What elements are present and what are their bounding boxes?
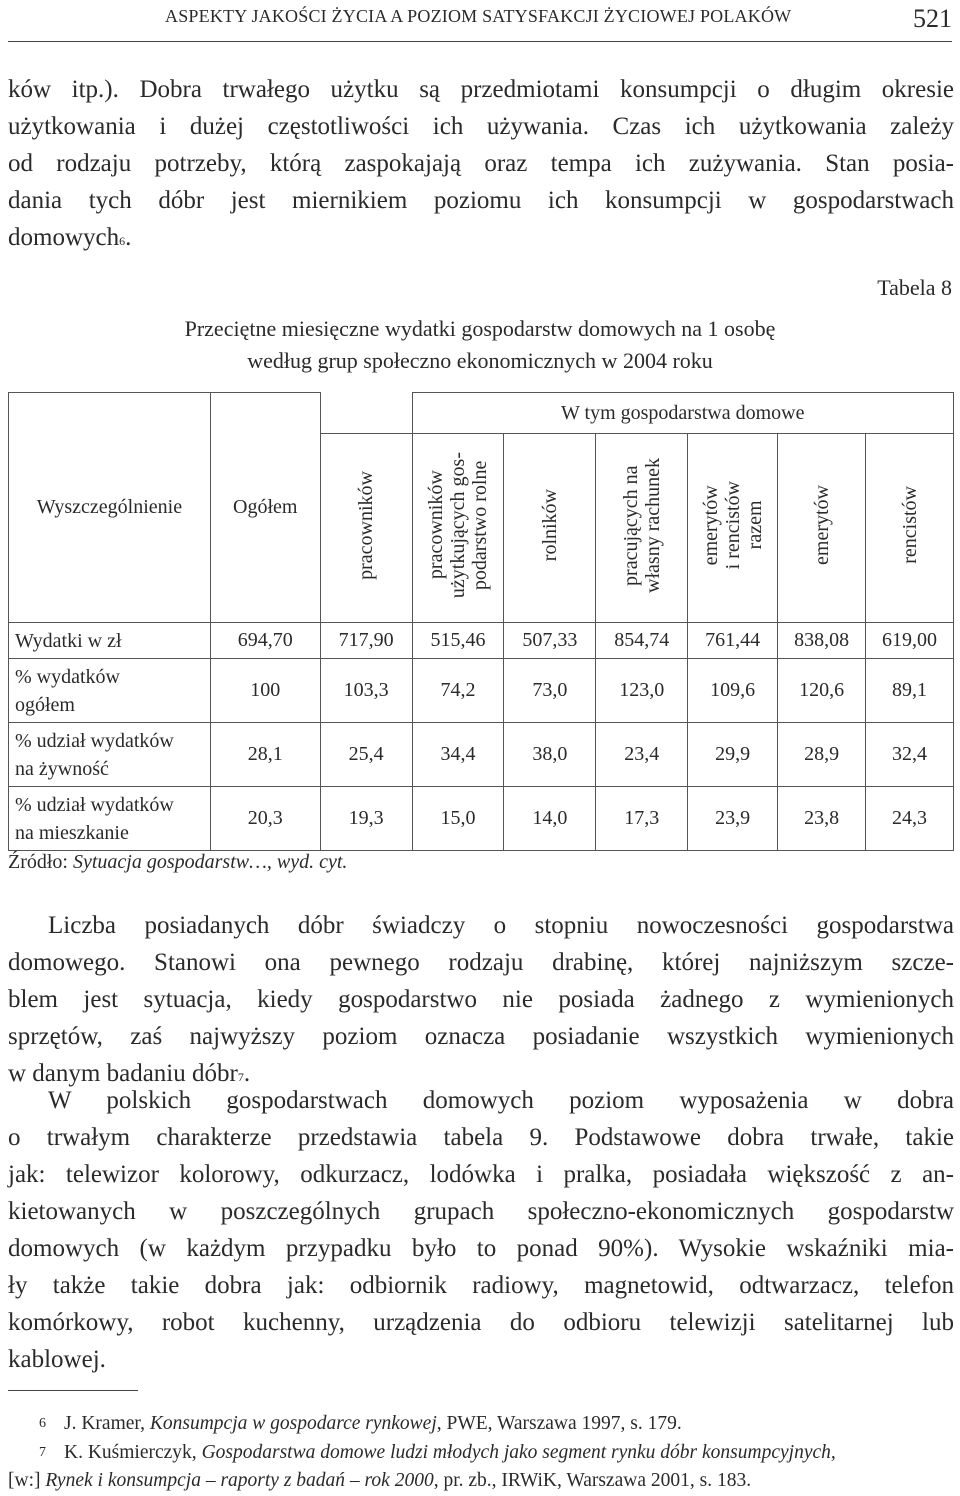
footnote-7-author: K. Kuśmierczyk,	[64, 1442, 202, 1463]
header-wyszczegolnienie: Wyszczególnienie	[9, 393, 211, 623]
footnote-7-title: Gospodarstwa domowe ludzi młodych jako segment rynku dóbr konsumpcyjnych,	[201, 1442, 836, 1463]
paragraph-2-line: sprzętów, zaś najwyższy poziom oznacza posiadanie wszystkich wymienionych	[8, 1023, 954, 1050]
table-cell: 23,8	[778, 787, 866, 851]
paragraph-3-line: ły także takie dobra jak: odbiornik radiowy, magnetowid, odtwarzacz, telefon	[8, 1272, 954, 1299]
footnote-6-details: , PWE, Warszawa 1997, s. 179.	[436, 1413, 682, 1434]
table-cell: 73,0	[504, 659, 596, 723]
paragraph-3-line: o trwałym charakterze przedstawia tabela 9. Podstawowe dobra trwałe, takie	[8, 1124, 954, 1151]
footnote-7-continuation	[8, 1467, 954, 1495]
table-cell: 619,00	[866, 623, 954, 659]
paragraph-3-line: komórkowy, robot kuchenny, urządzenia do odbioru telewizji satelitarnej lub	[8, 1309, 954, 1336]
vertical-header-text	[539, 489, 561, 561]
paragraph-2-line: blem jest sytuacja, kiedy gospodarstwo nie posiada żadnego z wymienionych	[8, 986, 954, 1013]
paragraph-3-line: jak: telewizor kolorowy, odkurzacz, lodówka i pralka, posiadała większość z an-	[8, 1161, 954, 1188]
vertical-header-line: pracujących na	[619, 464, 642, 586]
vertical-header-line: i rencistów	[721, 480, 744, 570]
paragraph-2-line: domowego. Stanowi ona pewnego rodzaju drabinę, której najniższym szcze-	[8, 949, 954, 976]
vertical-header-4	[688, 434, 778, 623]
footnote-7-number: 7	[39, 1445, 46, 1460]
table-cell: 24,3	[866, 787, 954, 851]
paragraph-2-last-text: w danym badaniu dóbr	[8, 1060, 238, 1087]
footnote-6-title: Konsumpcja w gospodarce rynkowej	[149, 1413, 437, 1434]
table-cell: 23,9	[688, 787, 778, 851]
footnote-6	[8, 1410, 954, 1438]
table-body	[9, 623, 954, 851]
paragraph-1-period: .	[125, 224, 132, 251]
table-caption-line-1: Przeciętne miesięczne wydatki gospodarstw domowych na 1 osobę	[184, 316, 776, 341]
table-cell: 74,2	[412, 659, 504, 723]
paragraph-1-last-text: domowych	[8, 224, 120, 251]
row-label-line: % udział wydatków	[15, 729, 174, 752]
paragraph-2-period: .	[243, 1060, 251, 1087]
table-cell: 29,9	[688, 723, 778, 787]
paragraph-3-last-line: kablowej.	[8, 1346, 106, 1373]
paragraph-1-line: ków itp.). Dobra trwałego użytku są przedmiotami konsumpcji o długim okresie	[8, 76, 954, 103]
source-prefix: Źródło:	[8, 851, 73, 873]
paragraph-3	[8, 1082, 954, 1378]
row-label	[9, 787, 211, 851]
vertical-header-6	[866, 434, 954, 623]
vertical-header-text	[811, 485, 833, 565]
table-cell: 89,1	[866, 659, 954, 723]
footnote-rule	[8, 1390, 138, 1391]
vertical-header-line: rolników	[538, 488, 561, 562]
header-rule	[8, 41, 952, 42]
vertical-header-text	[620, 458, 664, 593]
table-cell: 23,4	[596, 723, 688, 787]
paragraph-1	[8, 71, 954, 256]
table-cell: 38,0	[504, 723, 596, 787]
table-cell: 34,4	[412, 723, 504, 787]
footnote-7-source-title: Rynek i konsumpcja – raporty z badań – rok 2000	[45, 1470, 434, 1491]
table-cell: 100	[210, 659, 320, 723]
vertical-header-text	[700, 481, 766, 569]
table-cell: 838,08	[778, 623, 866, 659]
row-label	[9, 623, 211, 659]
paragraph-2-line: Liczba posiadanych dóbr świadczy o stopniu nowoczesności gospodarstwa	[48, 912, 954, 939]
row-label-line: na żywność	[15, 757, 109, 780]
paragraph-3-line: domowych (w każdym przypadku było to ponad 90%). Wysokie wskaźniki mia-	[8, 1235, 954, 1262]
table-cell: 17,3	[596, 787, 688, 851]
table-cell: 25,4	[320, 723, 412, 787]
vertical-header-text	[355, 471, 377, 580]
expenses-table	[8, 392, 954, 851]
paragraph-1-line: od rodzaju potrzeby, którą zaspokajają oraz tempa ich zużywania. Stan posia-	[8, 150, 954, 177]
table-caption	[0, 313, 960, 377]
paragraph-2	[8, 907, 954, 1092]
source-citation: Sytuacja gospodarstw…, wyd. cyt.	[73, 851, 348, 873]
vertical-header-text	[425, 452, 491, 598]
table-cell: 109,6	[688, 659, 778, 723]
vertical-header-3	[596, 434, 688, 623]
table-cell: 717,90	[320, 623, 412, 659]
table-row	[9, 659, 954, 723]
vertical-header-line: rencistów	[898, 486, 921, 564]
page-number: 521	[913, 4, 952, 33]
vertical-header-line: emerytów	[699, 485, 722, 565]
row-label-line: na mieszkanie	[15, 821, 129, 844]
table-cell: 20,3	[210, 787, 320, 851]
row-label	[9, 723, 211, 787]
table-cell: 103,3	[320, 659, 412, 723]
table-cell: 515,46	[412, 623, 504, 659]
running-title: ASPEKTY JAKOŚCI ŻYCIA A POZIOM SATYSFAKCJI ŻYCIOWEJ POLAKÓW	[165, 6, 792, 26]
table-cell: 28,1	[210, 723, 320, 787]
vertical-header-text	[899, 486, 921, 564]
table-caption-line-2: według grup społeczno ekonomicznych w 2004 roku	[247, 348, 713, 373]
table-row	[9, 623, 954, 659]
table-source	[8, 851, 347, 874]
table-row	[9, 723, 954, 787]
table-number-label: Tabela 8	[877, 275, 952, 300]
vertical-header-line: razem	[743, 500, 766, 550]
footnote-7-prefix: [w:]	[8, 1470, 46, 1491]
header-group: W tym gospodarstwa domowe	[412, 393, 953, 434]
table-cell: 15,0	[412, 787, 504, 851]
footnote-ref-7: 7	[237, 1070, 244, 1084]
table-cell: 854,74	[596, 623, 688, 659]
vertical-header-line: pracowników	[355, 470, 378, 580]
table-cell: 694,70	[210, 623, 320, 659]
row-label-line: ogółem	[15, 693, 75, 716]
paragraph-3-line: kietowanych w poszczególnych grupach społeczno-ekonomicznych gospodarstw	[8, 1198, 954, 1225]
vertical-header-line: pracowników	[425, 470, 447, 580]
row-label	[9, 659, 211, 723]
table-cell: 761,44	[688, 623, 778, 659]
table-cell: 120,6	[778, 659, 866, 723]
footnote-7-source-details: , pr. zb., IRWiK, Warszawa 2001, s. 183.	[433, 1470, 752, 1491]
table-header-row	[9, 393, 954, 434]
vertical-header-line: użytkujących gos-	[447, 451, 469, 599]
paragraph-1-line: użytkowania i dużej częstotliwości ich używania. Czas ich użytkowania zależy	[8, 113, 954, 140]
paragraph-3-line: W polskich gospodarstwach domowych poziom wyposażenia w dobra	[48, 1087, 954, 1114]
vertical-header-line: podarstwo rolne	[469, 460, 491, 590]
table-cell: 19,3	[320, 787, 412, 851]
table-row	[9, 787, 954, 851]
paragraph-1-line: dania tych dóbr jest miernikiem poziomu ich konsumpcji w gospodarstwach	[8, 187, 954, 214]
header-ogolem: Ogółem	[210, 393, 320, 623]
row-label-line: Wydatki w zł	[15, 629, 122, 652]
table-cell: 507,33	[504, 623, 596, 659]
footnote-7	[8, 1439, 954, 1467]
footnote-6-number: 6	[39, 1416, 46, 1431]
vertical-header-0	[320, 434, 412, 623]
running-header	[0, 0, 960, 44]
row-label-line: % udział wydatków	[15, 793, 174, 816]
table-cell: 32,4	[866, 723, 954, 787]
row-label-line: % wydatków	[15, 665, 120, 688]
footnote-6-author: J. Kramer,	[64, 1413, 150, 1434]
vertical-header-1	[412, 434, 504, 623]
table-cell: 123,0	[596, 659, 688, 723]
vertical-header-line: emerytów	[810, 485, 833, 565]
table-cell: 28,9	[778, 723, 866, 787]
footnote-ref-6: 6	[119, 234, 126, 248]
header-empty-cell	[320, 393, 412, 434]
vertical-header-2	[504, 434, 596, 623]
table-cell: 14,0	[504, 787, 596, 851]
vertical-header-5	[778, 434, 866, 623]
paragraph-1-last-line	[8, 219, 954, 256]
vertical-header-line: własny rachunek	[641, 457, 664, 593]
